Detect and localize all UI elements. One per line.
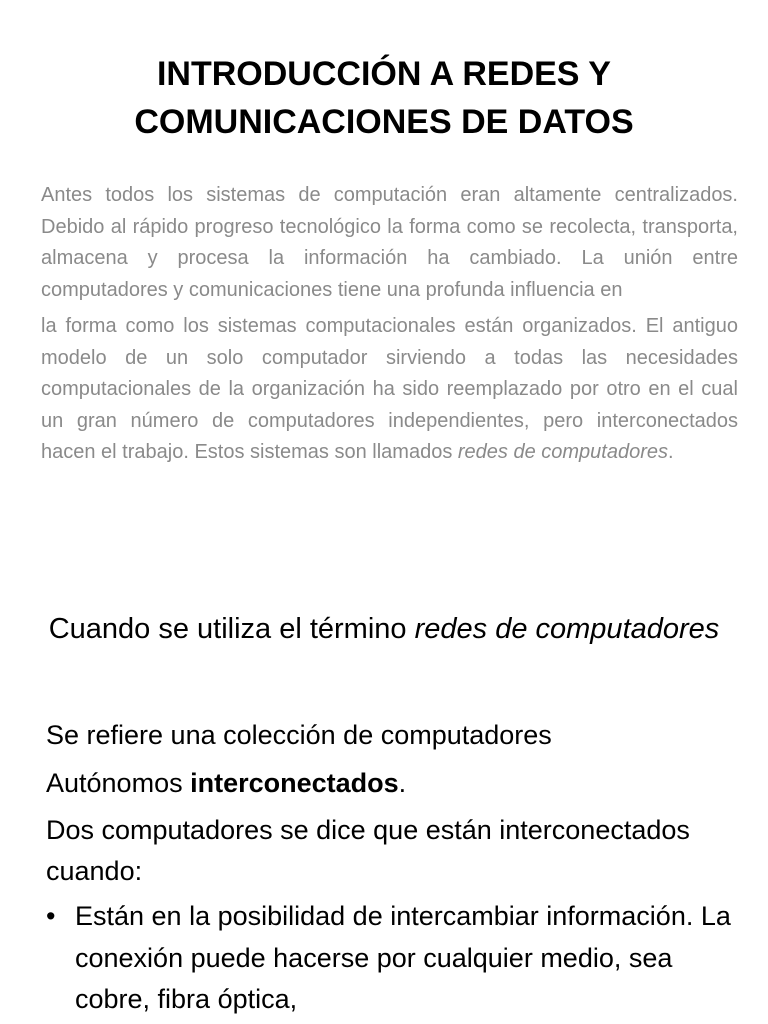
intro-paragraph-2-text: la forma como los sistemas computacionales están organizados. El antiguo modelo de un solo computador sirviendo a todas las necesidades computacionales de la organización ha sido reemplazado por otro en el cual un gran número de computadores independientes, pero interconectados hacen el trabajo. Estos sistemas son llamados [41,315,738,463]
section-heading [40,607,728,651]
section-heading-italic: redes de computadores [414,613,720,645]
title-line-1: INTRODUCCIÓN A REDES Y [156,55,611,93]
definition-line-1: Se refiere una colección de computadores [46,720,552,750]
intro-paragraph-2-italic: redes de computadores [457,441,669,463]
definition-line-2 [46,763,736,804]
slide-title [40,50,728,146]
bullet-item-text: Están en la posibilidad de intercambiar información. La conexión puede hacerse por cualquier medio, sea cobre, fibra óptica, [75,901,731,1014]
definition-line-2-plain: Autónomos [46,768,191,798]
intro-block [41,180,738,469]
bullet-item [46,896,736,1021]
section-heading-plain: Cuando se utiliza el término [48,613,415,645]
intro-paragraph-2-end: . [668,441,674,463]
bullet-list [46,896,736,1021]
definition-line-2-end: . [398,768,407,798]
definition-line-3: Dos computadores se dice que están interconectados cuando: [46,815,690,886]
intro-paragraph-1: Antes todos los sistemas de computación eran altamente centralizados. Debido al rápido progreso tecnológico la forma como se recolecta, transporta, almacena y procesa la información ha cambiado. La unión entre computadores y comunicaciones tiene una profunda influencia en [41,184,738,301]
bullet-marker: • [46,901,56,931]
title-line-2: COMUNICACIONES DE DATOS [134,103,634,141]
intro-paragraph-2 [41,311,738,469]
definition-line-2-bold: interconectados [190,768,399,798]
